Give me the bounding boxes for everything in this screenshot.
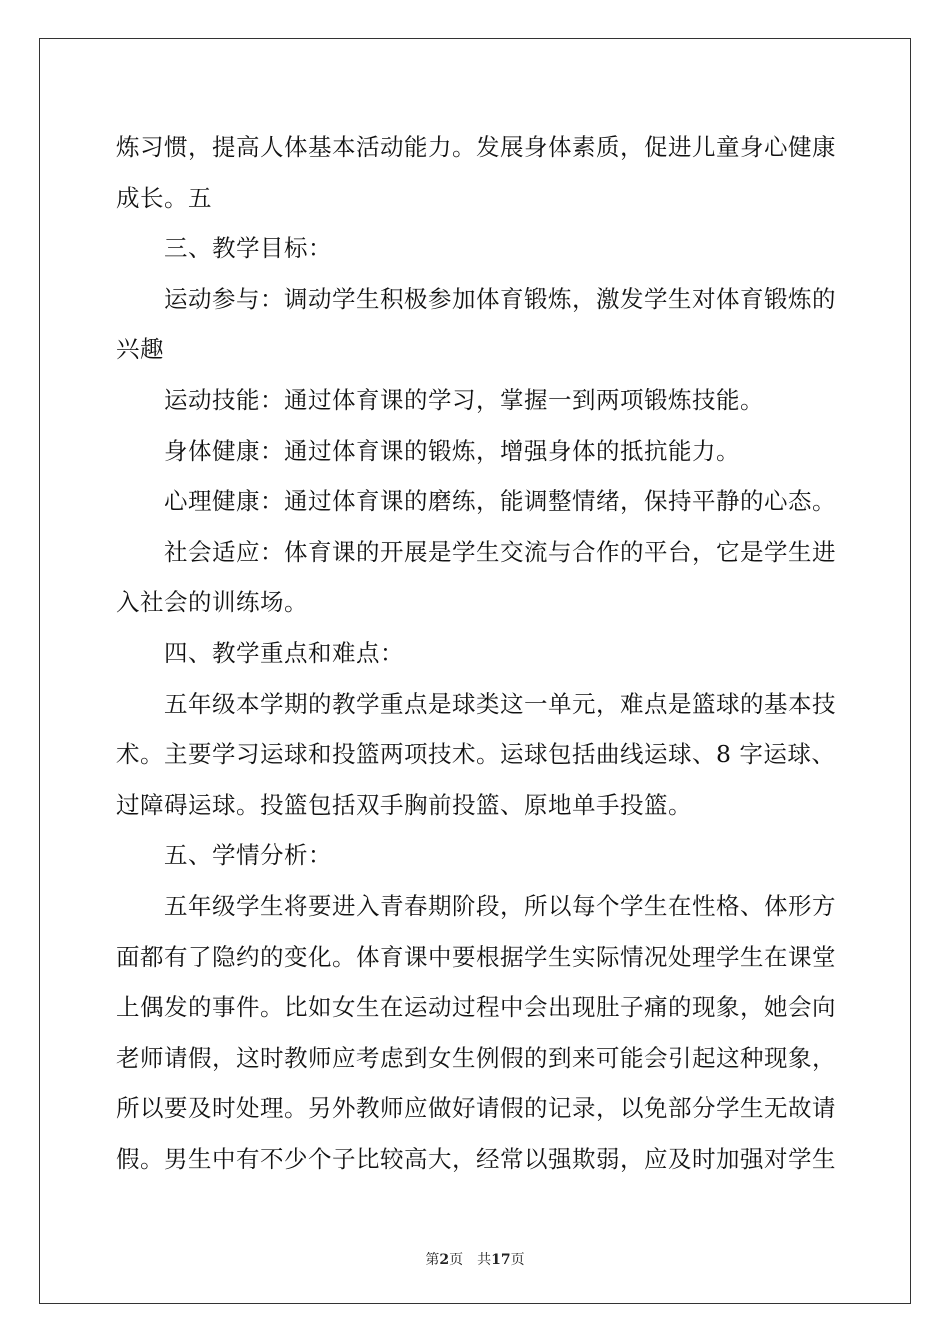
text-line: 术。主要学习运球和投篮两项技术。运球包括曲线运球、8 字运球、	[116, 740, 836, 769]
total-pages: 17	[491, 1252, 511, 1268]
page-number: 2	[439, 1252, 450, 1268]
text-line: 入社会的训练场。	[116, 588, 308, 617]
text-line: 五、学情分析：	[164, 841, 332, 870]
text-line: 兴趣	[116, 335, 164, 364]
text-line: 三、教学目标：	[164, 234, 332, 263]
text-line: 老师请假，这时教师应考虑到女生例假的到来可能会引起这种现象，	[116, 1043, 836, 1072]
text-line: 五年级学生将要进入青春期阶段，所以每个学生在性格、体形方	[164, 891, 836, 920]
page-footer	[0, 1249, 950, 1269]
text-line: 运动技能：通过体育课的学习，掌握一到两项锻炼技能。	[164, 385, 764, 414]
page-suffix: 页	[449, 1252, 464, 1268]
text-line: 运动参与：调动学生积极参加体育锻炼，激发学生对体育锻炼的	[164, 284, 836, 313]
page-prefix: 第	[425, 1252, 440, 1268]
text-line: 上偶发的事件。比如女生在运动过程中会出现肚子痛的现象，她会向	[116, 993, 836, 1022]
text-line: 四、教学重点和难点：	[164, 638, 404, 667]
text-line: 面都有了隐约的变化。体育课中要根据学生实际情况处理学生在课堂	[116, 942, 836, 971]
text-line: 炼习惯，提高人体基本活动能力。发展身体素质，促进儿童身心健康	[116, 133, 836, 161]
text-line: 五年级本学期的教学重点是球类这一单元，难点是篮球的基本技	[164, 689, 836, 718]
text-line: 心理健康：通过体育课的磨练，能调整情绪，保持平静的心态。	[164, 487, 836, 516]
text-line: 社会适应：体育课的开展是学生交流与合作的平台，它是学生进	[164, 537, 836, 566]
total-suffix: 页	[510, 1252, 525, 1268]
text-line: 假。男生中有不少个子比较高大，经常以强欺弱，应及时加强对学生	[116, 1144, 836, 1173]
text-line: 身体健康：通过体育课的锻炼，增强身体的抵抗能力。	[164, 436, 740, 465]
text-line: 成长。五	[116, 183, 212, 212]
text-line: 所以要及时处理。另外教师应做好请假的记录，以免部分学生无故请	[116, 1094, 836, 1123]
document-body	[116, 122, 834, 1184]
text-line: 过障碍运球。投篮包括双手胸前投篮、原地单手投篮。	[116, 790, 692, 819]
total-prefix: 共	[477, 1252, 492, 1268]
